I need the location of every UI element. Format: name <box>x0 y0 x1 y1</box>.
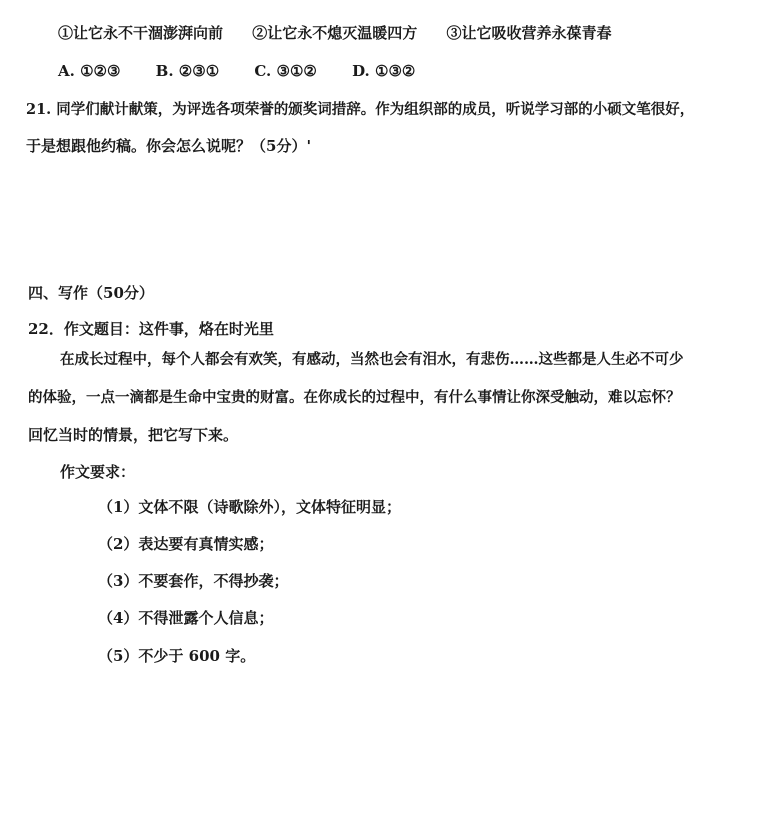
q20-statement-3: ③让它吸收营养永葆青春 <box>446 24 612 42</box>
q21-line-1: 21. 同学们献计献策，为评选各项荣誉的颁奖词措辞。作为组织部的成员，听说学习部的小硕文笔很好， <box>26 101 695 118</box>
q20-statement-2: ②让它永不熄灭温暖四方 <box>252 24 418 42</box>
q20-statement-1: ①让它永不干涸澎湃向前 <box>58 24 224 42</box>
q20-choice-b: B. ②③① <box>155 62 220 80</box>
q22-requirements-heading: 作文要求： <box>60 463 136 481</box>
q20-choice-a: A. ①②③ <box>58 62 121 80</box>
q22-paragraph-line-2: 的体验，一点一滴都是生命中宝贵的财富。在你成长的过程中，有什么事情让你深受触动，难以忘怀？ <box>28 389 681 406</box>
q22-requirement-2: （2）表达要有真情实感； <box>98 535 274 553</box>
q20-choices <box>58 62 445 80</box>
section-4-heading: 四、写作（50分） <box>28 284 154 302</box>
q22-paragraph-line-3: 回忆当时的情景，把它写下来。 <box>28 426 239 444</box>
q22-title: 22．作文题目：这件事，烙在时光里 <box>28 320 274 338</box>
q22-requirement-4: （4）不得泄露个人信息； <box>98 609 274 627</box>
q22-requirement-5: （5）不少于 600 字。 <box>98 647 256 665</box>
q20-choice-c: C. ③①② <box>254 62 317 80</box>
q20-statements <box>58 22 636 43</box>
q20-choice-d: D. ①③② <box>352 62 416 80</box>
q22-paragraph-line-1: 在成长过程中，每个人都会有欢笑，有感动，当然也会有泪水，有悲伤……这些都是人生必不可少 <box>60 351 684 368</box>
q21-line-2: 于是想跟他约稿。你会怎么说呢？（5分）' <box>26 137 312 155</box>
q22-requirement-3: （3）不要套作，不得抄袭； <box>98 572 289 590</box>
q22-requirement-1: （1）文体不限（诗歌除外），文体特征明显； <box>98 498 401 516</box>
